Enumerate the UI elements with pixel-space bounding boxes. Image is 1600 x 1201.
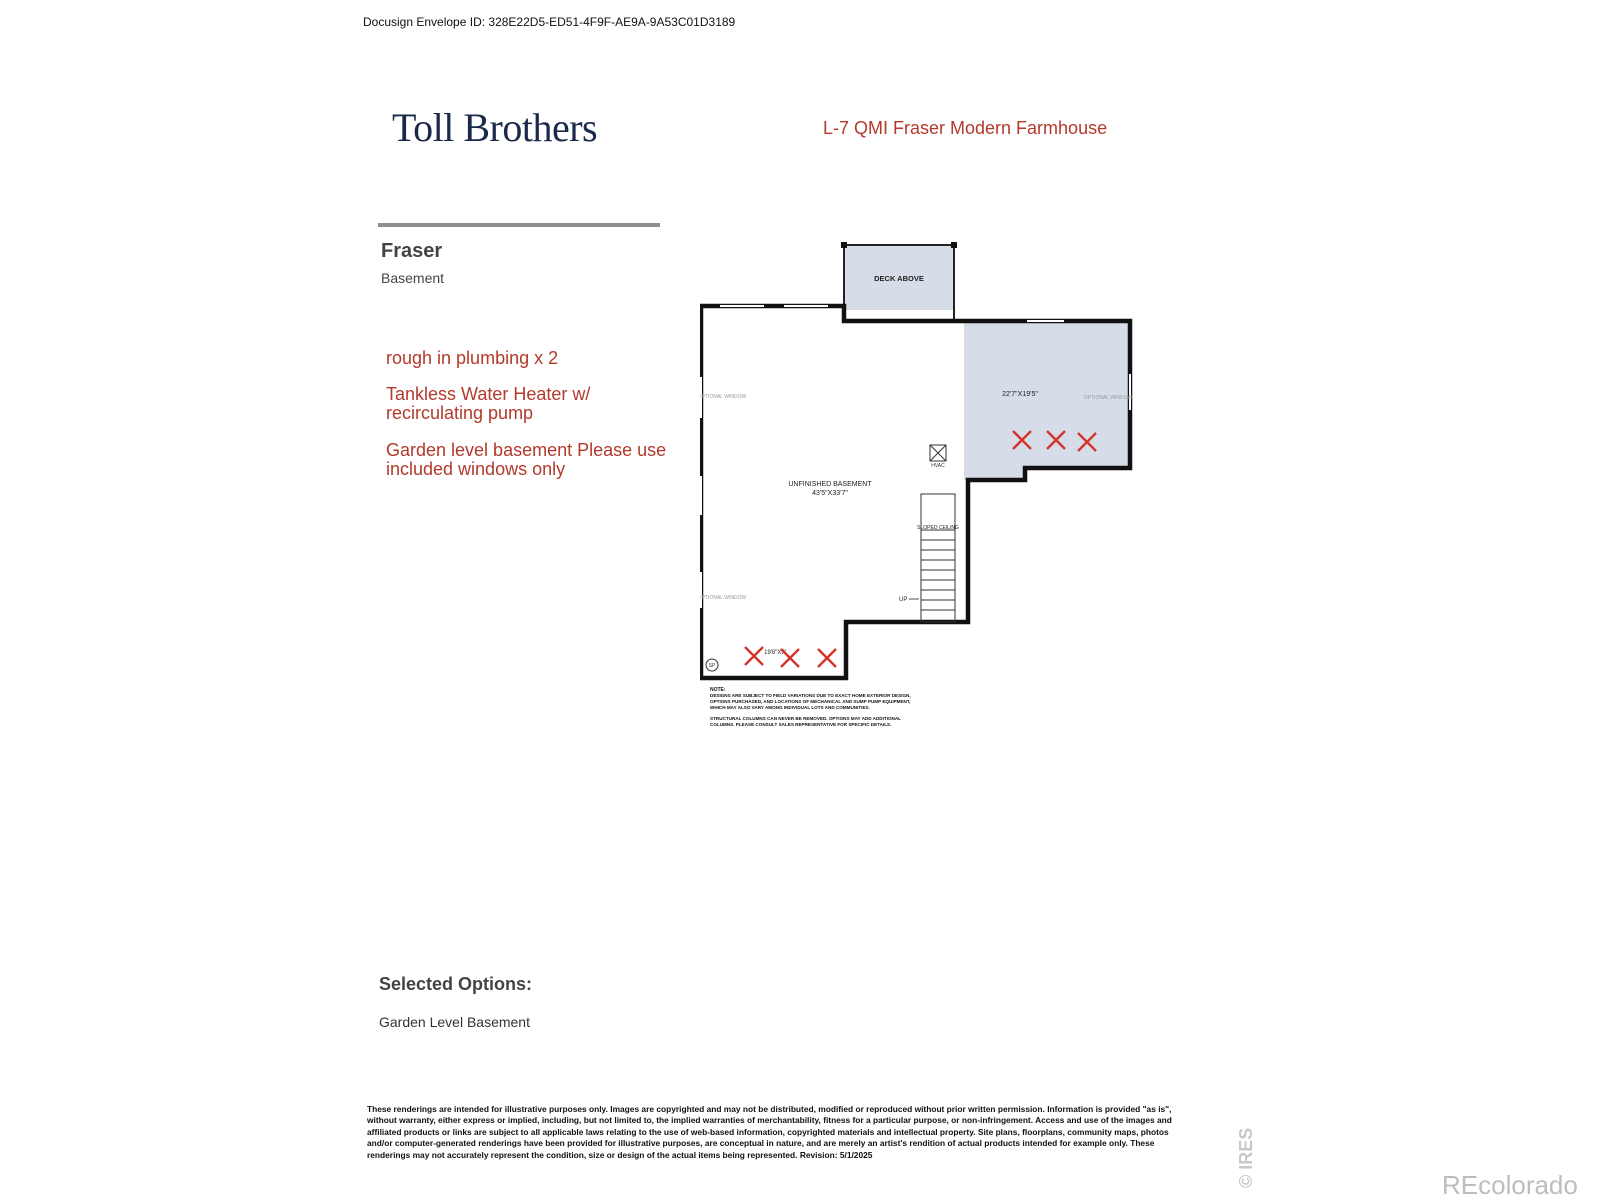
toll-brothers-logo: Toll Brothers — [392, 105, 598, 150]
plan-note-line: STRUCTURAL COLUMNS CAN NEVER BE REMOVED. OPTIONS MAY ADD ADDITIONAL — [710, 716, 901, 721]
sloped-ceiling-label: SLOPED CEILING — [917, 525, 959, 531]
plan-note-heading: NOTE: — [710, 687, 726, 693]
deck-label: DECK ABOVE — [874, 274, 924, 283]
unfinished-label: UNFINISHED BASEMENT — [788, 481, 872, 488]
up-label: UP — [899, 597, 908, 603]
note-plumbing: rough in plumbing x 2 — [386, 348, 559, 368]
plan-name: Fraser — [381, 240, 443, 262]
stairs — [921, 494, 955, 622]
title-divider — [378, 223, 660, 227]
selected-options-heading: Selected Options: — [379, 974, 533, 994]
selected-option-item: Garden Level Basement — [379, 1014, 530, 1030]
disclaimer-text: These renderings are intended for illustrative purposes only. Images are copyrighted and may not be distributed, modified or reproduced without prior written permission. Information is provided "as is", without warranty, either express or implied, including, but not limited to, the implied warranties of merchantability, fitness for a particular purpose, or non-infringement. Access and use of the images and affiliated products or links are subject to all applicable laws relating to the use of web-based information, copyrighted materials and intellectual property. Site plans, floorplans, community maps, photos and/or computer-generated renderings have been provided for illustrative purposes, are conceptual in nature, and are merely an artist's rendition of actual products intended for example only. These renderings may not accurately represent the condition, size or design of the actual items being represented. Revision: 5/1/2025 — [367, 1104, 1172, 1160]
unfinished-dims: 43'5"X33'7" — [812, 490, 848, 497]
x-mark — [818, 649, 836, 667]
optional-window-left-top: OPTIONAL WINDOW — [700, 394, 747, 400]
sump-label: SP — [708, 663, 716, 669]
crawl-dims: 19'8"X7' — [764, 650, 786, 656]
note-water-heater: Tankless Water Heater w/ recirculating pump — [386, 384, 591, 423]
x-mark — [745, 647, 763, 665]
recolorado-watermark: REcolorado — [1442, 1170, 1578, 1200]
plan-note-line: OPTIONS PURCHASED, AND LOCATIONS OF MECHANICAL AND SUMP PUMP EQUIPMENT, — [710, 699, 911, 704]
note-garden-level: Garden level basement Please use included windows only — [386, 440, 667, 479]
plan-note-line: COLUMNS. PLEASE CONSULT SALES REPRESENTATIVE FOR SPECIFIC DETAILS. — [710, 722, 892, 727]
plan-note-line: DESIGNS ARE SUBJECT TO FIELD VARIATIONS DUE TO EXACT HOME EXTERIOR DESIGN, — [710, 693, 911, 698]
hvac-label: HVAC — [931, 463, 945, 469]
basement-floorplan — [700, 240, 1140, 735]
listing-title: L-7 QMI Fraser Modern Farmhouse — [823, 118, 1108, 138]
x-mark — [781, 649, 799, 667]
optional-window-right: OPTIONAL WINDOW — [1083, 395, 1133, 401]
envelope-id: Docusign Envelope ID: 328E22D5-ED51-4F9F-AE9A-9A53C01D3189 — [363, 15, 736, 29]
plan-note-line: WHICH MAY ALSO VARY AMONG INDIVIDUAL LOTS AND COMMUNITIES. — [710, 705, 870, 710]
plan-level: Basement — [381, 270, 445, 286]
ires-watermark — [1236, 1110, 1258, 1190]
optional-window-left-bottom: OPTIONAL WINDOW — [700, 595, 747, 601]
ires-watermark-text: © IRES — [1236, 1127, 1256, 1188]
room-dims: 22'7"X19'5" — [1002, 391, 1038, 398]
